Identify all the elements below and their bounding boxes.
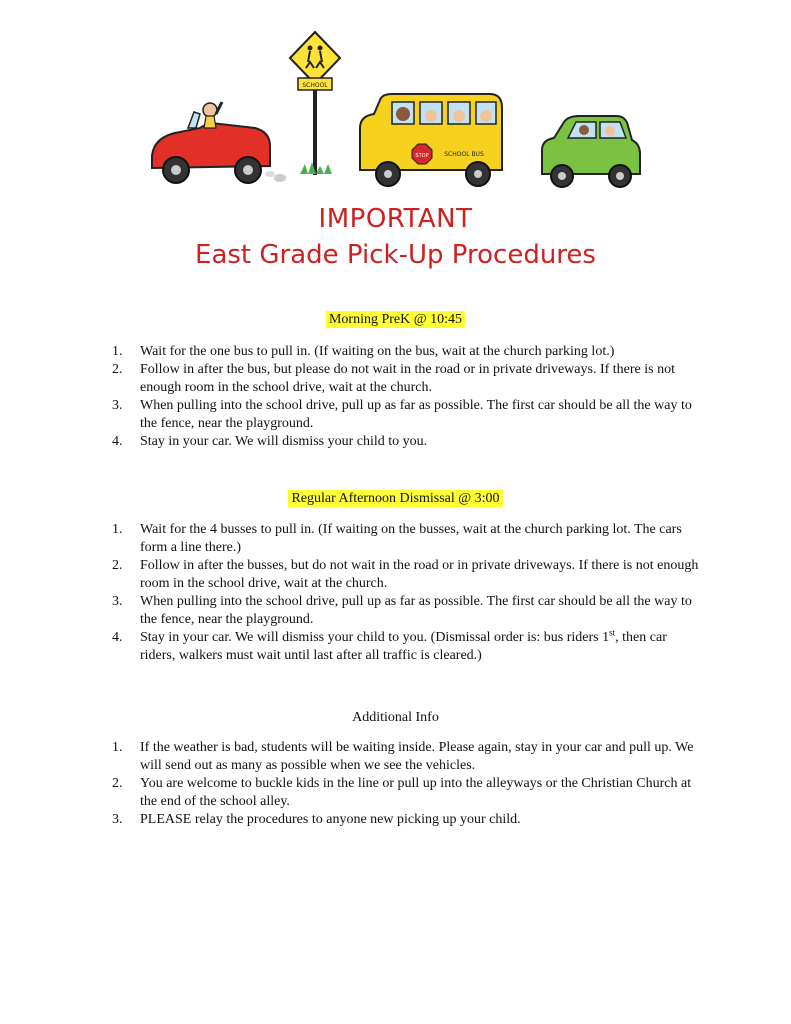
list-item: 2. Follow in after the busses, but do not wait in the road or in private driveways. If there is not enough room in the school drive, wait at the church. — [112, 558, 699, 591]
title-important: IMPORTANT — [318, 204, 473, 234]
green-car-icon — [542, 116, 640, 187]
list-item: 4. Stay in your car. We will dismiss your child to you. (Dismissal order is: bus riders 1st, then car riders, walkers must wait until last after all traffic is cleared.) — [112, 627, 667, 663]
red-car-icon — [152, 102, 286, 183]
list-item: 2. Follow in after the bus, but please do not wait in the road or in private driveways. If there is not enough room in the school drive, wait at the church. — [112, 362, 675, 395]
list-item: 2. You are welcome to buckle kids in the line or pull up into the alleyways or the Christian Church at the end of the school alley. — [112, 776, 692, 809]
transportation-clipart — [130, 28, 650, 198]
school-bus-icon — [360, 94, 502, 186]
list-item: 3. When pulling into the school drive, pull up as far as possible. The first car should be all the way to the fence, near the playground. — [112, 398, 692, 431]
list-item: 1. Wait for the one bus to pull in. (If waiting on the bus, wait at the church parking lot.) — [112, 344, 615, 359]
title-procedures: East Grade Pick-Up Procedures — [195, 240, 596, 270]
afternoon-heading — [0, 491, 791, 507]
list-item: 1. If the weather is bad, students will be waiting inside. Please again, stay in your car and pull up. We will send out as many as possible when we see the vehicles. — [112, 740, 694, 773]
list-item: 1. Wait for the 4 busses to pull in. (If waiting on the busses, wait at the church parking lot. The cars form a line there.) — [112, 522, 682, 555]
afternoon-list — [112, 521, 702, 665]
morning-list — [112, 343, 702, 451]
bus-label: SCHOOL BUS — [444, 151, 484, 158]
morning-heading-text: Morning PreK @ 10:45 — [326, 311, 465, 328]
school-crossing-sign-icon — [290, 32, 340, 175]
list-item: 3. When pulling into the school drive, pull up as far as possible. The first car should be all the way to the fence, near the playground. — [112, 594, 692, 627]
stop-label: STOP — [415, 153, 429, 159]
afternoon-heading-text: Regular Afternoon Dismissal @ 3:00 — [288, 490, 502, 507]
sign-label: SCHOOL — [302, 82, 328, 89]
additional-list — [112, 739, 702, 829]
list-item: 4. Stay in your car. We will dismiss your child to you. — [112, 434, 428, 449]
morning-heading — [0, 312, 791, 328]
list-item: 3. PLEASE relay the procedures to anyone new picking up your child. — [112, 812, 521, 827]
additional-heading: Additional Info — [352, 710, 439, 725]
